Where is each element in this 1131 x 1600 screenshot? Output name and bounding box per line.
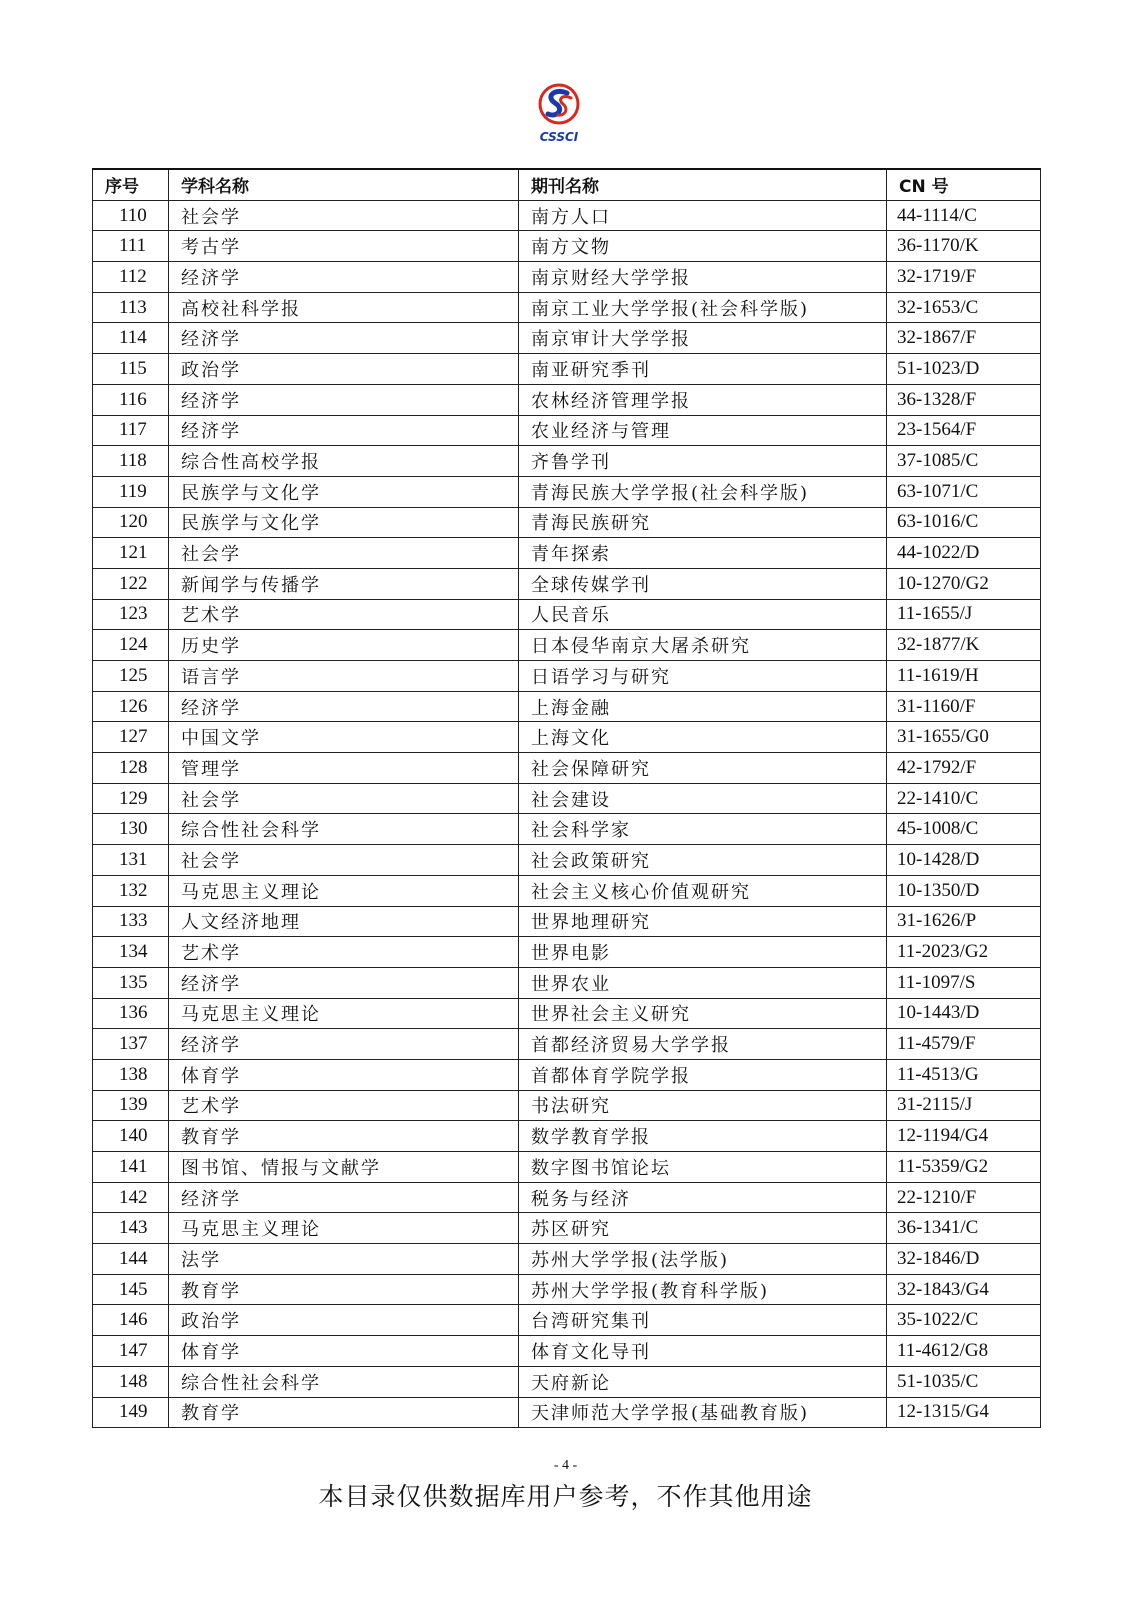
table-row — [93, 262, 1041, 293]
table-row — [93, 1182, 1041, 1213]
journal-name: 上海文化 — [519, 722, 887, 753]
subject-name: 艺术学 — [169, 599, 519, 630]
table-row — [93, 1121, 1041, 1152]
subject-name: 社会学 — [169, 783, 519, 814]
table-row — [93, 906, 1041, 937]
subject-name: 马克思主义理论 — [169, 1213, 519, 1244]
table-row — [93, 415, 1041, 446]
subject-name: 体育学 — [169, 1059, 519, 1090]
table-row — [93, 568, 1041, 599]
cn-number: 10-1350/D — [887, 875, 1041, 906]
logo-text: CSSCI — [539, 130, 579, 144]
table-row — [93, 661, 1041, 692]
subject-name: 政治学 — [169, 1305, 519, 1336]
table-row — [93, 998, 1041, 1029]
cn-number: 32-1867/F — [887, 323, 1041, 354]
journal-name: 青海民族大学学报(社会科学版) — [519, 476, 887, 507]
subject-name: 经济学 — [169, 262, 519, 293]
cn-number: 11-4513/G — [887, 1059, 1041, 1090]
subject-name: 教育学 — [169, 1121, 519, 1152]
subject-name: 马克思主义理论 — [169, 998, 519, 1029]
journal-name: 社会保障研究 — [519, 753, 887, 784]
page-number: - 4 - — [553, 1458, 578, 1473]
row-index: 137 — [93, 1029, 169, 1060]
journal-name: 天津师范大学学报(基础教育版) — [519, 1397, 887, 1428]
journal-name: 苏州大学学报(法学版) — [519, 1244, 887, 1275]
table-row — [93, 691, 1041, 722]
table-row — [93, 231, 1041, 262]
journal-name: 世界地理研究 — [519, 906, 887, 937]
subject-name: 经济学 — [169, 967, 519, 998]
subject-name: 马克思主义理论 — [169, 875, 519, 906]
subject-name: 社会学 — [169, 538, 519, 569]
cn-number: 11-2023/G2 — [887, 937, 1041, 968]
table-row — [93, 1366, 1041, 1397]
subject-name: 艺术学 — [169, 1090, 519, 1121]
cn-number: 11-1097/S — [887, 967, 1041, 998]
row-index: 122 — [93, 568, 169, 599]
row-index: 120 — [93, 507, 169, 538]
row-index: 125 — [93, 661, 169, 692]
table-row — [93, 753, 1041, 784]
row-index: 133 — [93, 906, 169, 937]
journal-name: 世界农业 — [519, 967, 887, 998]
table-row — [93, 1274, 1041, 1305]
subject-name: 经济学 — [169, 384, 519, 415]
row-index: 112 — [93, 262, 169, 293]
cn-number: 31-2115/J — [887, 1090, 1041, 1121]
row-index: 141 — [93, 1152, 169, 1183]
table-row — [93, 1397, 1041, 1428]
row-index: 110 — [93, 200, 169, 231]
cn-number: 51-1023/D — [887, 354, 1041, 385]
row-index: 128 — [93, 753, 169, 784]
table-row — [93, 507, 1041, 538]
row-index: 115 — [93, 354, 169, 385]
cn-number: 36-1170/K — [887, 231, 1041, 262]
row-index: 111 — [93, 231, 169, 262]
table-body — [93, 200, 1041, 1428]
subject-name: 图书馆、情报与文献学 — [169, 1152, 519, 1183]
table-row — [93, 1059, 1041, 1090]
cn-number: 22-1210/F — [887, 1182, 1041, 1213]
journal-name: 社会建设 — [519, 783, 887, 814]
row-index: 148 — [93, 1366, 169, 1397]
journal-name: 世界电影 — [519, 937, 887, 968]
cn-number: 10-1428/D — [887, 845, 1041, 876]
subject-name: 新闻学与传播学 — [169, 568, 519, 599]
cssci-logo — [533, 82, 585, 146]
cn-number: 11-5359/G2 — [887, 1152, 1041, 1183]
cn-number: 11-1619/H — [887, 661, 1041, 692]
subject-name: 综合性社会科学 — [169, 1366, 519, 1397]
journal-name: 青海民族研究 — [519, 507, 887, 538]
cn-number: 36-1341/C — [887, 1213, 1041, 1244]
journal-name: 上海金融 — [519, 691, 887, 722]
row-index: 127 — [93, 722, 169, 753]
footer-note: 本目录仅供数据库用户参考，不作其他用途 — [318, 1482, 813, 1511]
cn-number: 32-1719/F — [887, 262, 1041, 293]
cn-number: 63-1016/C — [887, 507, 1041, 538]
cn-number: 10-1443/D — [887, 998, 1041, 1029]
table-row — [93, 783, 1041, 814]
cn-number: 31-1160/F — [887, 691, 1041, 722]
cn-number: 32-1653/C — [887, 292, 1041, 323]
journal-name: 青年探索 — [519, 538, 887, 569]
row-index: 124 — [93, 630, 169, 661]
cn-number: 12-1315/G4 — [887, 1397, 1041, 1428]
subject-name: 教育学 — [169, 1274, 519, 1305]
subject-name: 艺术学 — [169, 937, 519, 968]
table-row — [93, 967, 1041, 998]
journal-name: 南方人口 — [519, 200, 887, 231]
header-cn: CN 号 — [887, 169, 1041, 200]
subject-name: 高校社科学报 — [169, 292, 519, 323]
journal-name: 税务与经济 — [519, 1182, 887, 1213]
cn-number: 35-1022/C — [887, 1305, 1041, 1336]
row-index: 119 — [93, 476, 169, 507]
journal-name: 日语学习与研究 — [519, 661, 887, 692]
journal-name: 农业经济与管理 — [519, 415, 887, 446]
subject-name: 历史学 — [169, 630, 519, 661]
journal-name: 日本侵华南京大屠杀研究 — [519, 630, 887, 661]
table-row — [93, 1029, 1041, 1060]
subject-name: 综合性高校学报 — [169, 446, 519, 477]
cn-number: 32-1877/K — [887, 630, 1041, 661]
cn-number: 12-1194/G4 — [887, 1121, 1041, 1152]
table-row — [93, 814, 1041, 845]
subject-name: 经济学 — [169, 691, 519, 722]
cn-number: 42-1792/F — [887, 753, 1041, 784]
row-index: 139 — [93, 1090, 169, 1121]
cn-number: 11-4579/F — [887, 1029, 1041, 1060]
journal-name: 数字图书馆论坛 — [519, 1152, 887, 1183]
header-subject: 学科名称 — [169, 169, 519, 200]
subject-name: 考古学 — [169, 231, 519, 262]
journal-name: 社会政策研究 — [519, 845, 887, 876]
row-index: 138 — [93, 1059, 169, 1090]
subject-name: 人文经济地理 — [169, 906, 519, 937]
row-index: 116 — [93, 384, 169, 415]
row-index: 126 — [93, 691, 169, 722]
subject-name: 中国文学 — [169, 722, 519, 753]
journal-name: 齐鲁学刊 — [519, 446, 887, 477]
cn-number: 37-1085/C — [887, 446, 1041, 477]
table-row — [93, 446, 1041, 477]
table-row — [93, 1090, 1041, 1121]
cn-number: 45-1008/C — [887, 814, 1041, 845]
table-row — [93, 630, 1041, 661]
table-row — [93, 599, 1041, 630]
header-index: 序号 — [93, 169, 169, 200]
cn-number: 51-1035/C — [887, 1366, 1041, 1397]
journal-name: 首都体育学院学报 — [519, 1059, 887, 1090]
journal-name: 全球传媒学刊 — [519, 568, 887, 599]
row-index: 131 — [93, 845, 169, 876]
row-index: 144 — [93, 1244, 169, 1275]
table-row — [93, 1336, 1041, 1367]
journal-name: 数学教育学报 — [519, 1121, 887, 1152]
cn-number: 63-1071/C — [887, 476, 1041, 507]
subject-name: 教育学 — [169, 1397, 519, 1428]
row-index: 136 — [93, 998, 169, 1029]
cn-number: 44-1022/D — [887, 538, 1041, 569]
journal-name: 书法研究 — [519, 1090, 887, 1121]
cn-number: 11-4612/G8 — [887, 1336, 1041, 1367]
journal-name: 南京财经大学学报 — [519, 262, 887, 293]
cn-number: 11-1655/J — [887, 599, 1041, 630]
journal-name: 南京审计大学学报 — [519, 323, 887, 354]
row-index: 129 — [93, 783, 169, 814]
cn-number: 23-1564/F — [887, 415, 1041, 446]
table-row — [93, 323, 1041, 354]
row-index: 123 — [93, 599, 169, 630]
row-index: 113 — [93, 292, 169, 323]
journal-name: 农林经济管理学报 — [519, 384, 887, 415]
cn-number: 32-1846/D — [887, 1244, 1041, 1275]
subject-name: 政治学 — [169, 354, 519, 385]
journal-name: 世界社会主义研究 — [519, 998, 887, 1029]
subject-name: 经济学 — [169, 415, 519, 446]
table-row — [93, 538, 1041, 569]
cn-number: 10-1270/G2 — [887, 568, 1041, 599]
row-index: 149 — [93, 1397, 169, 1428]
journal-name: 天府新论 — [519, 1366, 887, 1397]
journal-name: 首都经济贸易大学学报 — [519, 1029, 887, 1060]
row-index: 143 — [93, 1213, 169, 1244]
subject-name: 法学 — [169, 1244, 519, 1275]
subject-name: 经济学 — [169, 1182, 519, 1213]
cn-number: 32-1843/G4 — [887, 1274, 1041, 1305]
row-index: 140 — [93, 1121, 169, 1152]
table-row — [93, 200, 1041, 231]
subject-name: 体育学 — [169, 1336, 519, 1367]
subject-name: 语言学 — [169, 661, 519, 692]
table-row — [93, 1244, 1041, 1275]
table-row — [93, 354, 1041, 385]
row-index: 118 — [93, 446, 169, 477]
table-header-row — [93, 169, 1041, 200]
journal-table — [92, 168, 1041, 1428]
row-index: 132 — [93, 875, 169, 906]
journal-name: 人民音乐 — [519, 599, 887, 630]
cn-number: 36-1328/F — [887, 384, 1041, 415]
subject-name: 民族学与文化学 — [169, 476, 519, 507]
journal-name: 社会科学家 — [519, 814, 887, 845]
cn-number: 44-1114/C — [887, 200, 1041, 231]
subject-name: 民族学与文化学 — [169, 507, 519, 538]
row-index: 135 — [93, 967, 169, 998]
table-row — [93, 384, 1041, 415]
table-row — [93, 1213, 1041, 1244]
cn-number: 22-1410/C — [887, 783, 1041, 814]
cn-number: 31-1626/P — [887, 906, 1041, 937]
subject-name: 经济学 — [169, 1029, 519, 1060]
row-index: 145 — [93, 1274, 169, 1305]
row-index: 114 — [93, 323, 169, 354]
journal-name: 南京工业大学学报(社会科学版) — [519, 292, 887, 323]
table-row — [93, 476, 1041, 507]
subject-name: 社会学 — [169, 200, 519, 231]
table-row — [93, 1152, 1041, 1183]
cn-number: 31-1655/G0 — [887, 722, 1041, 753]
table-row — [93, 845, 1041, 876]
header-journal: 期刊名称 — [519, 169, 887, 200]
journal-name: 体育文化导刊 — [519, 1336, 887, 1367]
table-row — [93, 875, 1041, 906]
journal-name: 苏区研究 — [519, 1213, 887, 1244]
subject-name: 社会学 — [169, 845, 519, 876]
table-row — [93, 937, 1041, 968]
journal-name: 苏州大学学报(教育科学版) — [519, 1274, 887, 1305]
row-index: 121 — [93, 538, 169, 569]
row-index: 147 — [93, 1336, 169, 1367]
row-index: 130 — [93, 814, 169, 845]
subject-name: 管理学 — [169, 753, 519, 784]
journal-name: 南方文物 — [519, 231, 887, 262]
table-row — [93, 1305, 1041, 1336]
journal-name: 台湾研究集刊 — [519, 1305, 887, 1336]
row-index: 117 — [93, 415, 169, 446]
row-index: 142 — [93, 1182, 169, 1213]
journal-name: 南亚研究季刊 — [519, 354, 887, 385]
table-row — [93, 292, 1041, 323]
row-index: 134 — [93, 937, 169, 968]
subject-name: 综合性社会科学 — [169, 814, 519, 845]
subject-name: 经济学 — [169, 323, 519, 354]
journal-name: 社会主义核心价值观研究 — [519, 875, 887, 906]
table-row — [93, 722, 1041, 753]
row-index: 146 — [93, 1305, 169, 1336]
